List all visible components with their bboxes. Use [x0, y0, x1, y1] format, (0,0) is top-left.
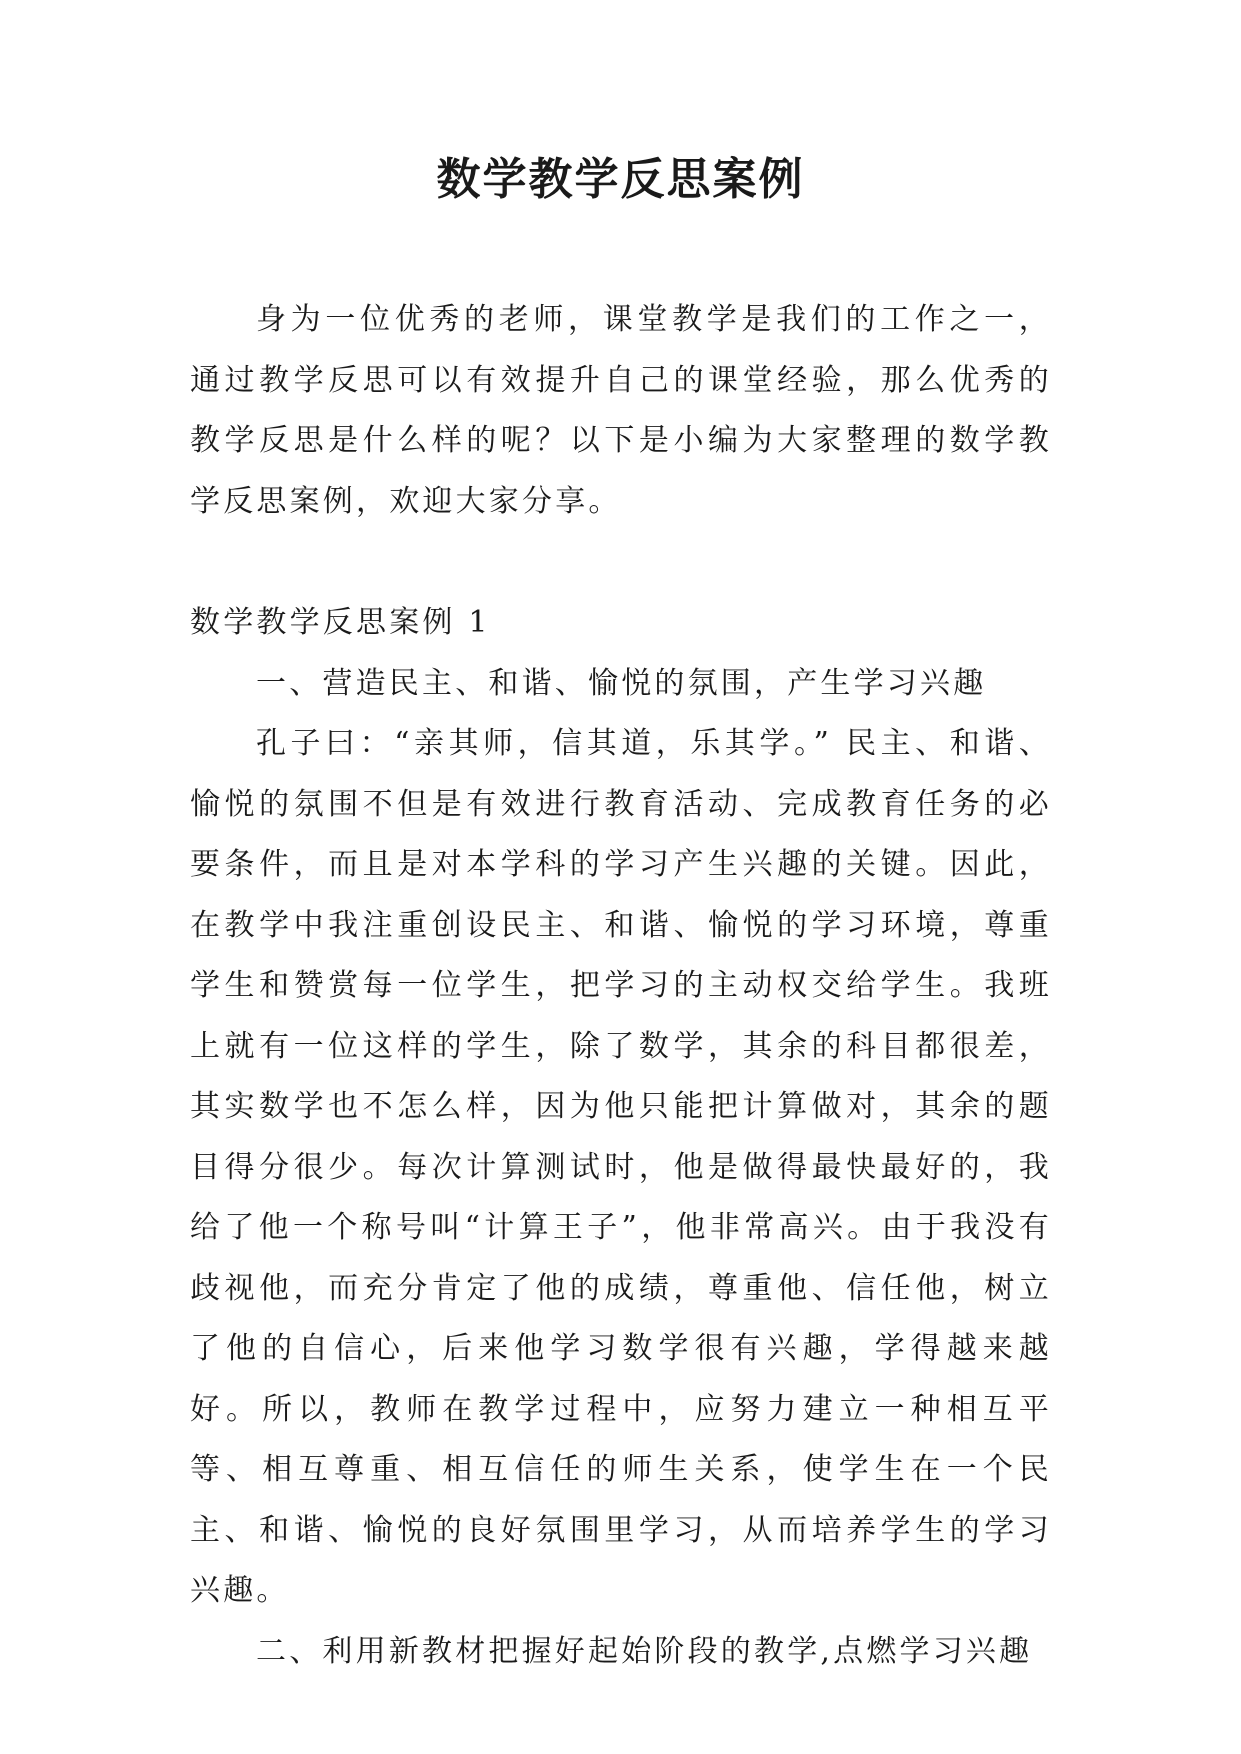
- paragraph-gap: [190, 532, 1052, 593]
- document-title: 数学教学反思案例: [436, 154, 805, 205]
- point-1-body: 孔子曰：“亲其师，信其道，乐其学。” 民主、和谐、愉悦的氛围不但是有效进行教育活动、完成教育任务的必要条件，而且是对本学科的学习产生兴趣的关键。因此，在教学中我注重创设民主、和谐、愉悦的学习环境，尊重学生和赞赏每一位学生，把学习的主动权交给学生。我班上就有一位这样的学生，除了数学，其余的科目都很差，其实数学也不怎么样，因为他只能把计算做对，其余的题目得分很少。每次计算测试时，他是做得最快最好的，我给了他一个称号叫“计算王子”，他非常高兴。由于我没有歧视他，而充分肯定了他的成绩，尊重他、信任他，树立了他的自信心，后来他学习数学很有兴趣，学得越来越好。所以，教师在教学过程中，应努力建立一种相互平等、相互尊重、相互信任的师生关系，使学生在一个民主、和谐、愉悦的良好氛围里学习，从而培养学生的学习兴趣。: [190, 726, 1052, 1608]
- point-1-heading: 一、营造民主、和谐、愉悦的氛围，产生学习兴趣: [256, 665, 987, 701]
- intro-paragraph: 身为一位优秀的老师，课堂教学是我们的工作之一，通过教学反思可以有效提升自己的课堂经验，那么优秀的教学反思是什么样的呢？以下是小编为大家整理的数学教学反思案例，欢迎大家分享。: [190, 302, 1052, 519]
- section-heading: 数学教学反思案例 1: [190, 605, 491, 640]
- document-body: [190, 290, 1052, 1682]
- point-2-heading: 二、利用新教材把握好起始阶段的教学,点燃学习兴趣: [256, 1633, 1033, 1669]
